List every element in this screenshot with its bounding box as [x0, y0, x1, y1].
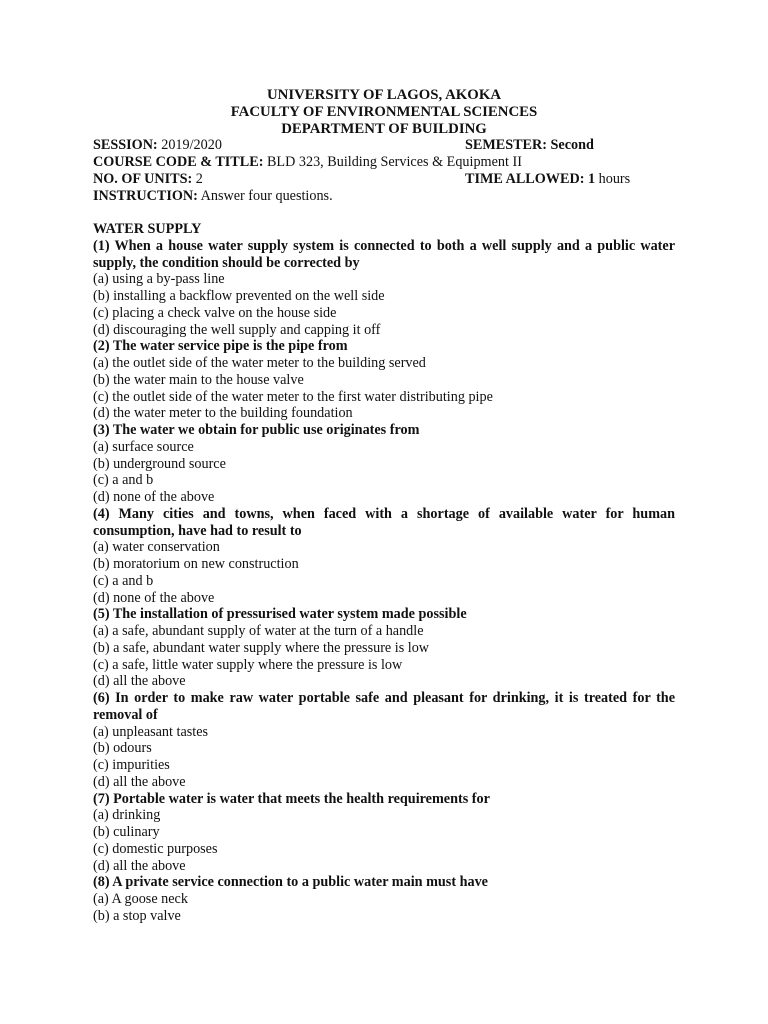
section-title: WATER SUPPLY [93, 221, 202, 237]
answer-option: (a) surface source [93, 438, 194, 455]
course-label: COURSE CODE & TITLE: [93, 154, 264, 170]
answer-option: (b) a stop valve [93, 907, 181, 924]
answer-option: (b) culinary [93, 824, 160, 840]
answer-option: (a) drinking [93, 807, 161, 824]
answer-option: (b) installing a backflow prevented on the well side [93, 288, 385, 304]
question-text: (4) Many cities and towns, when faced with a shortage of available water for human consumption, have had to result to [93, 505, 675, 539]
time-unit: hours [598, 170, 631, 187]
answer-option: (a) water conservation [93, 539, 220, 556]
answer-option: (d) the water meter to the building foundation [93, 405, 353, 422]
course-row [93, 154, 675, 171]
faculty-title: FACULTY OF ENVIRONMENTAL SCIENCES [230, 103, 538, 120]
question-text: (7) Portable water is water that meets the health requirements for [93, 790, 490, 807]
instruction-value: Answer four questions. [200, 187, 333, 204]
question-text: (6) In order to make raw water portable safe and pleasant for drinking, it is treated for the removal of [93, 690, 675, 723]
instruction-row [93, 188, 675, 205]
units-label: NO. OF UNITS: [93, 170, 193, 187]
answer-option: (c) the outlet side of the water meter to the first water distributing pipe [93, 388, 493, 405]
exam-page [93, 87, 675, 925]
university-title: UNIVERSITY OF LAGOS, AKOKA [266, 87, 502, 103]
answer-option: (c) a safe, little water supply where the pressure is low [93, 656, 403, 673]
semester-value: Second [550, 137, 594, 154]
answer-option: (d) all the above [93, 857, 186, 874]
answer-option: (a) unpleasant tastes [93, 723, 209, 740]
question-text: (5) The installation of pressurised water system made possible [93, 606, 467, 623]
question-text: (2) The water service pipe is the pipe from [93, 338, 348, 355]
department-title: DEPARTMENT OF BUILDING [281, 120, 487, 137]
units-value: 2 [195, 170, 203, 187]
answer-option: (d) discouraging the well supply and capping it off [93, 321, 381, 338]
question-text: (1) When a house water supply system is connected to both a well supply and a public water supply, the condition should be corrected by [93, 237, 675, 271]
course-value: BLD 323, Building Services & Equipment II [266, 154, 522, 170]
session-label: SESSION: [93, 137, 158, 154]
time-label: TIME ALLOWED: [465, 170, 585, 187]
answer-option: (a) using a by-pass line [93, 271, 225, 288]
answer-option: (c) impurities [93, 757, 170, 773]
answer-option: (c) placing a check valve on the house side [93, 304, 337, 321]
question-list [93, 238, 675, 925]
answer-option: (d) all the above [93, 673, 186, 690]
answer-option: (b) a safe, abundant water supply where the pressure is low [93, 639, 430, 656]
answer-option: (d) all the above [93, 773, 186, 790]
answer-option: (a) A goose neck [93, 891, 188, 907]
answer-option: (b) moratorium on new construction [93, 556, 299, 572]
semester-label: SEMESTER: [465, 137, 547, 154]
answer-option: (b) underground source [93, 455, 226, 472]
question-text: (8) A private service connection to a public water main must have [93, 874, 488, 891]
spacer [93, 204, 675, 221]
answer-option: (c) a and b [93, 572, 154, 589]
answer-option: (d) none of the above [93, 489, 215, 505]
answer-option: (b) odours [93, 740, 152, 757]
units-row [93, 171, 675, 188]
session-row [93, 137, 675, 154]
answer-option: (a) a safe, abundant supply of water at the turn of a handle [93, 623, 424, 639]
answer-option: (c) a and b [93, 472, 154, 489]
answer-option: (d) none of the above [93, 589, 215, 606]
answer-option: (c) domestic purposes [93, 840, 218, 857]
answer-option: (a) the outlet side of the water meter to the building served [93, 355, 426, 371]
time-value: 1 [587, 170, 596, 187]
question-text: (3) The water we obtain for public use originates from [93, 422, 420, 438]
instruction-label: INSTRUCTION: [93, 187, 198, 204]
answer-option: (b) the water main to the house valve [93, 371, 304, 388]
session-value: 2019/2020 [161, 137, 222, 154]
